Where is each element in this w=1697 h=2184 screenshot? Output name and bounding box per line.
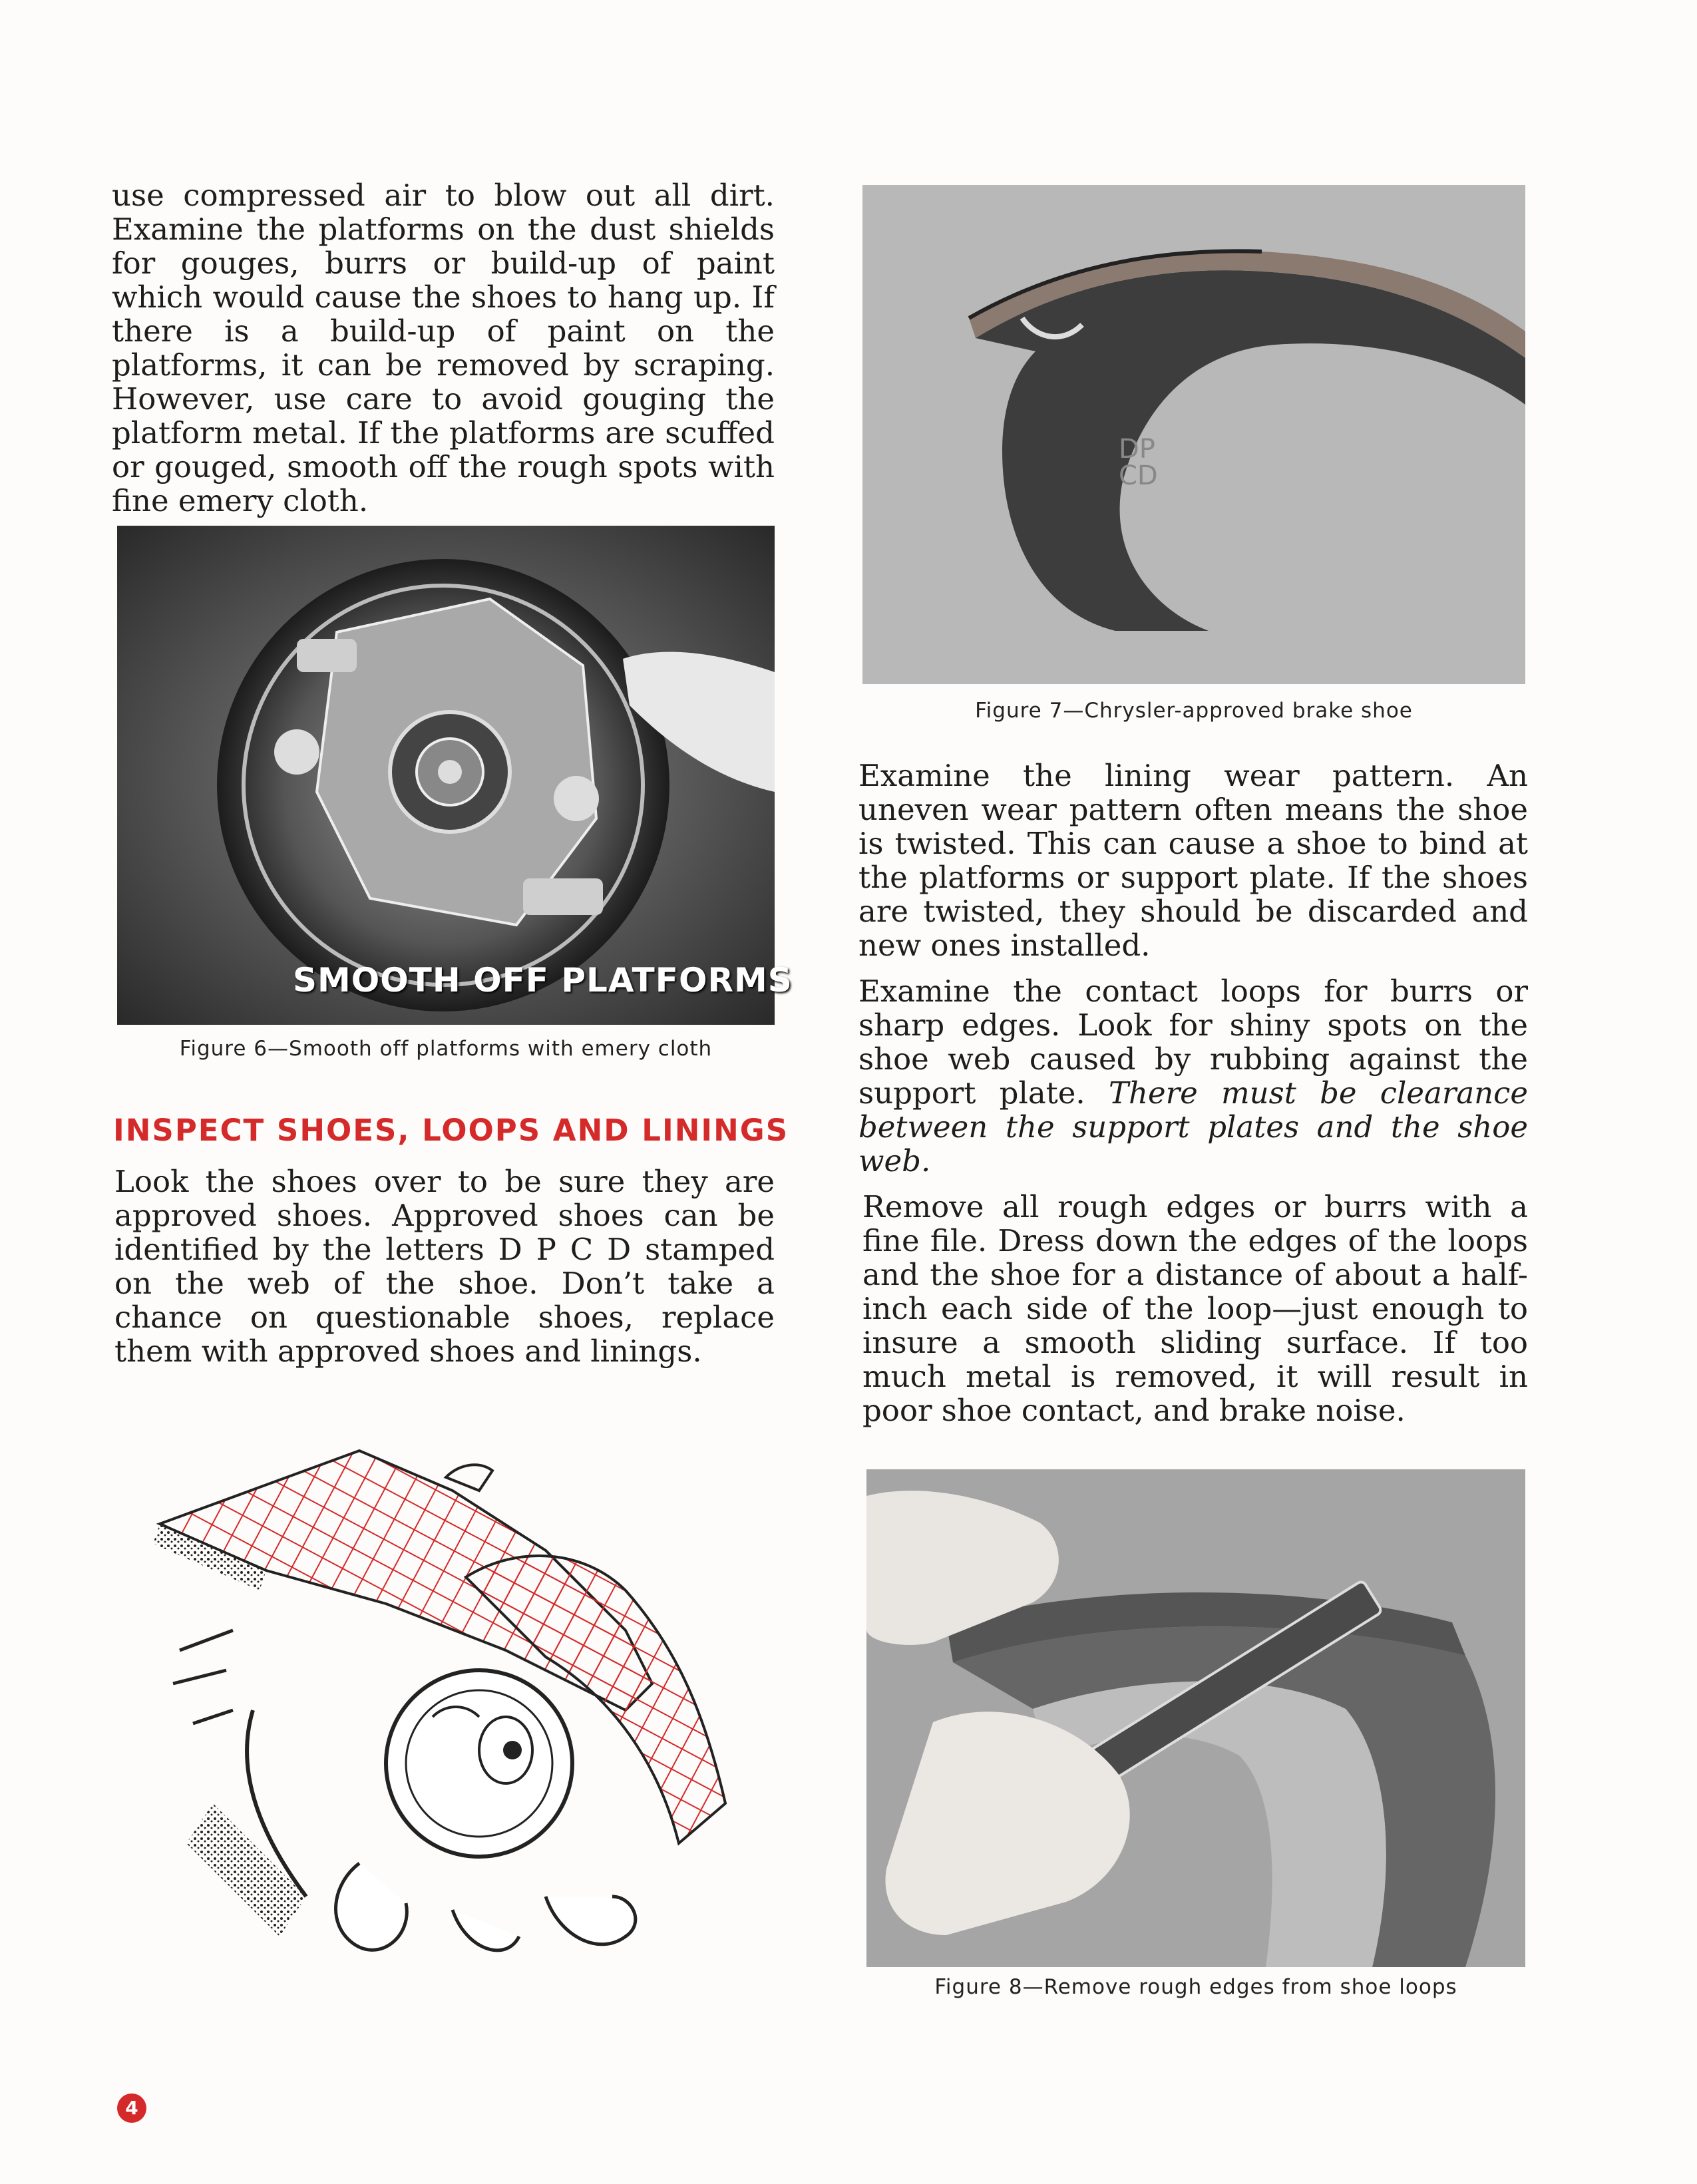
right-paragraph-2-emphasis: There must be clearance between the support plates and the shoe web. — [858, 1075, 1528, 1179]
brake-shoe-illustration — [862, 185, 1525, 684]
file-on-shoe-illustration — [866, 1469, 1525, 1967]
right-paragraph-2 — [858, 974, 1528, 1178]
figure-7-caption: Figure 7—Chrysler-approved brake shoe — [975, 699, 1413, 723]
figure-6-caption: Figure 6—Smooth off platforms with emery cloth — [179, 1037, 713, 1061]
left-paragraph-2: Look the shoes over to be sure they are approved shoes. Approved shoes can be identified by the letters D P C D stamped on the web of the shoe. Don’t take a chance on questionable shoes, replace them with approved shoes and linings. — [114, 1164, 775, 1369]
figure-6-photo-label: SMOOTH OFF PLATFORMS — [293, 961, 793, 1000]
figure-8-caption: Figure 8—Remove rough edges from shoe loops — [934, 1975, 1457, 1999]
right-paragraph-3: Remove all rough edges or burrs with a fine file. Dress down the edges of the loops and the shoe for a distance of about a half-inch each side of the loop—just enough to insure a smooth sliding surface. If too much metal is removed, it will result in poor shoe contact, and brake noise. — [862, 1189, 1528, 1428]
right-paragraph-1: Examine the lining wear pattern. An uneven wear pattern often means the shoe is twisted. This can cause a shoe to bind at the platforms or support plate. If the shoes are twisted, they should be discarded and new ones installed. — [858, 758, 1528, 963]
figure-7-photo — [862, 185, 1525, 684]
page-number: 4 — [117, 2093, 146, 2123]
left-paragraph-1: use compressed air to blow out all dirt. Examine the platforms on the dust shields for gouges, burrs or build-up of paint which would cause the shoes to hang up. If there is a build-up of paint on the platforms, it can be removed by scraping. However, use care to avoid gouging the platform metal. If the platforms are scuffed or gouged, smooth off the rough spots with fine emery cloth. — [112, 178, 775, 518]
right-paragraph-2-text: Examine the contact loops for burrs or sharp edges. Look for shiny spots on the shoe web caused by rubbing against the support plate. — [858, 974, 1528, 1111]
svg-text:CD: CD — [1119, 460, 1158, 491]
figure-8-photo — [866, 1469, 1525, 1967]
cartoon-shoe-illustration — [133, 1431, 759, 1996]
figure-6-photo — [117, 526, 793, 1025]
svg-text:DP: DP — [1119, 434, 1155, 464]
section-heading: INSPECT SHOES, LOOPS AND LININGS — [113, 1113, 789, 1148]
